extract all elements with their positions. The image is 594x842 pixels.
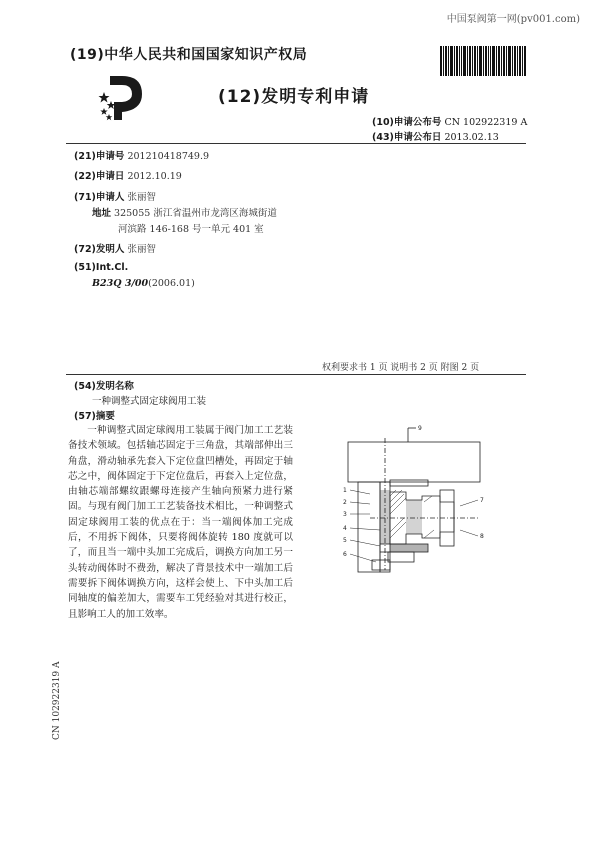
address-line-1: 325055 浙江省温州市龙湾区海城街道 bbox=[114, 208, 277, 219]
applicant-value: 张丽智 bbox=[127, 192, 156, 203]
ipc-label: (51)Int.Cl. bbox=[74, 262, 129, 273]
drawing-label: 4 bbox=[343, 525, 347, 532]
application-number-value: 201210418749.9 bbox=[127, 151, 210, 162]
inventor-row bbox=[74, 241, 156, 255]
header-divider bbox=[66, 143, 526, 144]
drawing-label: 9 bbox=[418, 425, 422, 432]
drawing-label: 5 bbox=[343, 537, 347, 544]
drawing-label: 1 bbox=[343, 487, 347, 494]
drawing-label: 3 bbox=[343, 511, 347, 518]
application-date-value: 2012.10.19 bbox=[127, 171, 182, 182]
site-watermark: 中国泵阀第一网(pv001.com) bbox=[446, 14, 580, 25]
inventor-value: 张丽智 bbox=[127, 244, 156, 255]
cnipa-logo-icon bbox=[96, 72, 152, 128]
drawing-label: 2 bbox=[343, 499, 347, 506]
invention-title-label: (54)发明名称 bbox=[74, 381, 134, 392]
ipc-label-row bbox=[74, 262, 128, 273]
address-line-2: 河滨路 146-168 号一单元 401 室 bbox=[118, 224, 264, 235]
address-row bbox=[92, 205, 277, 219]
document-type: (12)发明专利申请 bbox=[218, 87, 370, 107]
publication-number-label: (10)申请公布号 bbox=[372, 117, 442, 128]
ipc-code: B23Q 3/00 bbox=[92, 278, 149, 289]
barcode-icon bbox=[440, 46, 526, 80]
application-date-label: (22)申请日 bbox=[74, 171, 125, 182]
application-number-label: (21)申请号 bbox=[74, 151, 125, 162]
page-count-info: 权利要求书 1 页 说明书 2 页 附图 2 页 bbox=[322, 363, 480, 373]
drawing-label: 8 bbox=[480, 533, 484, 540]
applicant-row bbox=[74, 189, 156, 203]
vertical-publication-id: CN 102922319 A bbox=[52, 661, 62, 740]
drawing-label: 7 bbox=[480, 497, 484, 504]
abstract-label: (57)摘要 bbox=[74, 411, 115, 422]
application-date-row bbox=[74, 168, 182, 182]
invention-title: 一种调整式固定球阀用工装 bbox=[92, 396, 207, 407]
abstract-text: 一种调整式固定球阀用工装属于阀门加工工艺装备技术领域。包括轴芯固定于三角盘，其端部伸出三角盘，滑动轴承先套入下定位盘凹槽处，再固定于轴芯之中，阀体固定于下定位盘后，再套入上定位盘，由轴芯端部螺纹跟螺母连接产生轴向预紧力进行紧固。与现有阀门加工工艺装备技术相比，一种调整式固定球阀用工装的优点在于：当一端阀体加工完成后，不用拆下阀体，只要将阀体旋转 180 度就可以了，而且当一端中头加工完成后，调换方向加工另一头转动阀体时不费劲，解决了背景技术中一端加工后需要拆下阀体调换方向，这样会使上、下中头加工后同轴度的偏差加大，需要车工凭经验对其进行校正，且影响工人的加工效率。 bbox=[68, 425, 293, 620]
publication-date-row bbox=[372, 129, 499, 143]
application-number-row bbox=[74, 148, 209, 162]
issuing-authority: (19)中华人民共和国国家知识产权局 bbox=[70, 47, 308, 63]
ipc-classification-row bbox=[92, 278, 195, 289]
publication-date-label: (43)申请公布日 bbox=[372, 132, 442, 143]
address-label: 地址 bbox=[92, 208, 112, 219]
publication-date-value: 2013.02.13 bbox=[444, 132, 499, 143]
technical-drawing bbox=[340, 420, 490, 584]
ipc-year: (2006.01) bbox=[148, 278, 195, 289]
drawing-label: 6 bbox=[343, 551, 347, 558]
applicant-label: (71)申请人 bbox=[74, 192, 125, 203]
publication-number-value: CN 102922319 A bbox=[444, 117, 528, 128]
publication-number-row bbox=[372, 114, 527, 128]
page-info-divider bbox=[66, 374, 526, 375]
inventor-label: (72)发明人 bbox=[74, 244, 125, 255]
